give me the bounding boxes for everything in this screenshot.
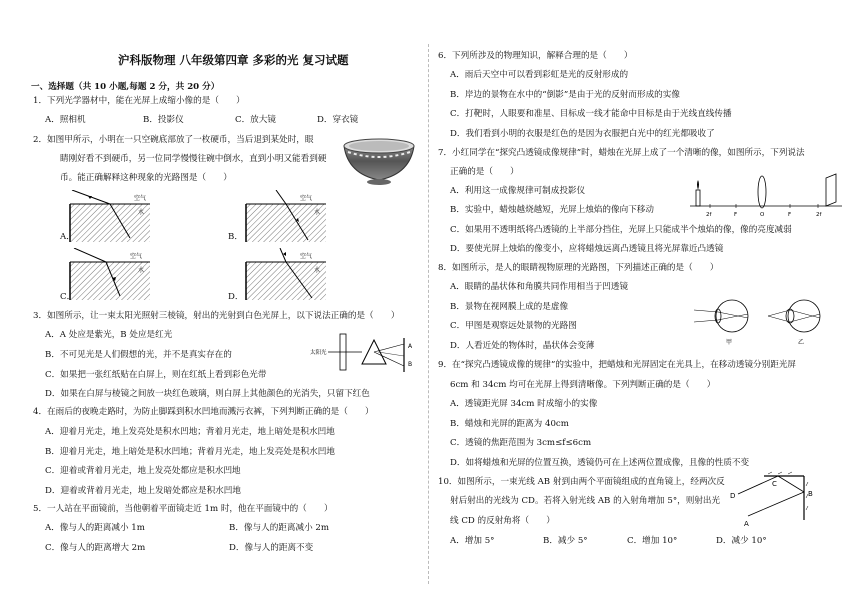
q2-label-c: C． <box>60 292 76 302</box>
q8-option-d: D．人看近处的物体时，晶状体会变薄 <box>450 341 595 351</box>
question-10-stem-line1: 10．如图所示，一束光线 AB 射到由两个平面镜组成的直角镜上，经两次反 <box>438 477 725 487</box>
q6-option-a: A．雨后天空中可以看到彩虹是光的反射形成的 <box>450 70 629 80</box>
prism-diagram <box>308 330 418 376</box>
question-8-stem: 8．如图所示，是人的眼睛视物原理的光路图，下列描述正确的是（ ） <box>438 263 719 273</box>
svg-text:水: 水 <box>138 209 145 216</box>
q1-option-b: B．投影仪 <box>143 115 184 125</box>
bowl-image <box>340 132 418 190</box>
page-title: 沪科版物理 八年级第四章 多彩的光 复习试题 <box>118 53 349 67</box>
question-3-stem: 3．如图所示，让一束太阳光照射三棱镜，射出的光射到白色光屏上，以下说法正确的是（ ） <box>33 311 400 321</box>
q10-option-b: B．减少 5° <box>543 536 588 546</box>
q2-diagram-b <box>236 190 326 242</box>
q4-option-a: A．迎着月光走，地上发亮处是积水凹地；背着月光走，地上暗处是积水凹地 <box>45 427 335 437</box>
q1-option-c: C．放大镜 <box>235 115 276 125</box>
q3-option-d: D．如果在白屏与棱镜之间放一块红色玻璃，则白屏上其他颜色的光消失，只留下红色 <box>45 389 370 399</box>
q5-option-d: D．像与人的距离不变 <box>229 543 314 553</box>
q2-label-b: B． <box>228 232 243 242</box>
lens-axis-o: O <box>760 212 765 218</box>
eye-label-jia: 甲 <box>726 339 733 346</box>
mirror-diagram <box>728 470 828 530</box>
q3-option-b: B．不可见光是人们假想的光，并不是真实存在的 <box>45 350 232 360</box>
q9-option-c: C．透镜的焦距范围为 3cm≤f≤6cm <box>450 438 592 448</box>
q10-option-d: D．减少 10° <box>716 536 767 546</box>
q7-option-a: A．利用这一成像规律可制成投影仪 <box>450 186 586 196</box>
question-9-stem-line1: 9．在“探究凸透镜成像的规律”的实验中，把蜡烛和光屏固定在光具上，在移动透镜分别距光屏 <box>438 360 797 370</box>
svg-text:水: 水 <box>314 209 321 216</box>
q1-option-d: D．穿衣镜 <box>317 115 359 125</box>
q5-option-a: A．像与人的距离减小 1m <box>45 523 145 533</box>
svg-text:水: 水 <box>138 267 145 274</box>
q5-option-b: B．像与人的距离减小 2m <box>229 523 330 533</box>
prism-sunlight-label: 太阳光 <box>310 350 327 356</box>
mirror-label-b: B <box>808 490 813 498</box>
prism-label-b: B <box>408 361 413 368</box>
svg-text:空气: 空气 <box>300 253 313 260</box>
q6-option-b: B．岸边的景物在水中的“倒影”是由于光的反射而形成的实像 <box>450 90 680 100</box>
question-2-stem-line1: 2．如图甲所示，小明在一只空碗底部放了一枚硬币，当后退到某处时，眼 <box>33 135 314 145</box>
lens-experiment-diagram <box>686 170 846 218</box>
lens-axis-f-left: F <box>734 212 738 218</box>
mirror-label-c: C <box>772 480 777 488</box>
question-10-stem-line3: 线 CD 的反射角将（ ） <box>450 516 555 526</box>
svg-text:空气: 空气 <box>134 195 147 202</box>
q4-option-b: B．迎着月光走，地上暗处是积水凹地；背着月光走，地上发亮处是积水凹地 <box>45 447 335 457</box>
mirror-label-a: A <box>744 520 749 528</box>
svg-text:水: 水 <box>314 267 321 274</box>
q6-option-d: D．我们看到小明的衣服是红色的是因为衣服把白光中的红光都吸收了 <box>450 129 715 139</box>
q9-option-b: B．蜡烛和光屏的距离为 40cm <box>450 419 569 429</box>
question-1-stem: 1．下列光学器材中，能在光屏上成缩小像的是（ ） <box>33 96 245 106</box>
q7-option-b: B．实验中，蜡烛越烧越短，光屏上烛焰的像向下移动 <box>450 205 654 215</box>
q8-option-b: B．景物在视网膜上成的是虚像 <box>450 302 569 312</box>
question-7-stem-line1: 7．小红同学在“探究凸透镜成像规律”时，蜡烛在光屏上成了一个清晰的像，如图所示，下列说法 <box>438 148 805 158</box>
q5-option-c: C．像与人的距离增大 2m <box>45 543 146 553</box>
q6-option-c: C．打靶时，人眼要和准星、目标成一线才能命中目标是由于光线直线传播 <box>450 109 732 119</box>
q10-option-a: A．增加 5° <box>450 536 495 546</box>
q8-option-c: C．甲图是观察远处景物的光路图 <box>450 321 577 331</box>
lens-axis-f-right: F <box>788 212 792 218</box>
q1-option-a: A．照相机 <box>45 115 86 125</box>
column-divider <box>428 44 429 584</box>
section-heading: 一、选择题（共 10 小题,每题 2 分，共 20 分） <box>31 82 220 92</box>
q10-option-c: C．增加 10° <box>627 536 678 546</box>
q2-label-a: A． <box>60 232 75 242</box>
question-2-stem-line2: 睛刚好看不到硬币，另一位同学慢慢往碗中倒水，直到小明又能看到硬 <box>60 154 327 164</box>
lens-axis-2f-left: 2f <box>706 212 712 218</box>
q9-option-d: D．如将蜡烛和光屏的位置互换，透镜仍可在上述两位置成像，且像的性质不变 <box>450 458 750 468</box>
q2-diagram-d <box>236 248 326 300</box>
svg-text:空气: 空气 <box>130 253 143 260</box>
q9-option-a: A．透镜距光屏 34cm 时成缩小的实像 <box>450 399 598 409</box>
question-5-stem: 5．一人站在平面镜前，当他朝着平面镜走近 1m 时，他在平面镜中的（ ） <box>33 504 333 514</box>
q3-option-a: A．A 处应是紫光，B 处应是红光 <box>45 330 173 340</box>
svg-text:空气: 空气 <box>300 195 313 202</box>
question-4-stem: 4．在雨后的夜晚走路时，为防止脚踩到积水凹地而溅污衣裤，下列判断正确的是（ ） <box>33 407 374 417</box>
question-10-stem-line2: 射后射出的光线为 CD。若将入射光线 AB 的入射角增加 5°，则射出光 <box>450 496 721 506</box>
question-6-stem: 6．下列所涉及的物理知识，解释合理的是（ ） <box>438 51 633 61</box>
question-7-stem-line2: 正确的是（ ） <box>450 167 519 177</box>
q8-option-a: A．眼睛的晶状体和角膜共同作用相当于凹透镜 <box>450 282 629 292</box>
eye-label-yi: 乙 <box>798 339 805 346</box>
prism-label-a: A <box>408 343 413 350</box>
q2-label-d: D． <box>228 292 244 302</box>
eye-diagram <box>692 290 842 348</box>
q4-option-c: C．迎着或背着月光走，地上发亮处都应是积水凹地 <box>45 466 241 476</box>
question-9-stem-line2: 6cm 和 34cm 均可在光屏上得到清晰像。下列判断正确的是（ ） <box>450 380 716 390</box>
q3-option-c: C．如果把一张红纸贴在白屏上，则在红纸上看到彩色光带 <box>45 370 267 380</box>
q7-option-c: C．如果用不透明纸将凸透镜的上半部分挡住，光屏上只能成半个烛焰的像，像的亮度减弱 <box>450 225 792 235</box>
mirror-label-d: D <box>730 492 736 500</box>
q4-option-d: D．迎着或背着月光走，地上发暗处都应是积水凹地 <box>45 486 241 496</box>
question-2-stem-line3: 币。能正确解释这种现象的光路图是（ ） <box>60 173 232 183</box>
q7-option-d: D．要使光屏上烛焰的像变小，应将蜡烛远离凸透镜且将光屏靠近凸透镜 <box>450 244 724 254</box>
lens-axis-2f-right: 2f <box>816 212 822 218</box>
